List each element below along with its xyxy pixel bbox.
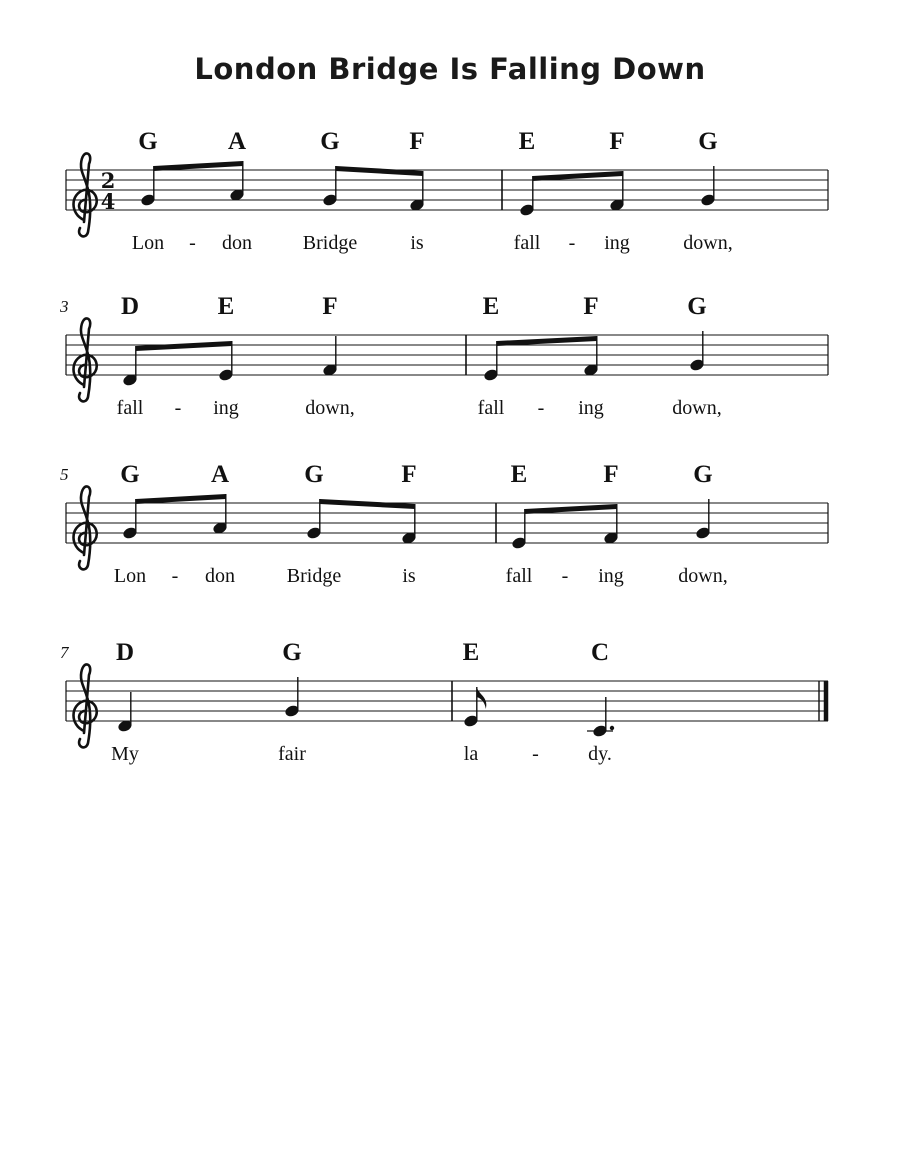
eighth-flag (477, 687, 487, 709)
treble-clef-icon (74, 486, 97, 569)
lyric-syllable: fall (116, 397, 144, 419)
song-title: London Bridge Is Falling Down (194, 52, 706, 86)
lyric-syllable: Lon (113, 565, 147, 587)
lyric-syllable: My (111, 743, 139, 765)
lyric-syllable: fall (505, 565, 533, 587)
note-name: G (320, 128, 340, 155)
note-name: G (687, 293, 707, 320)
lyric-syllable: is (402, 565, 416, 587)
lyric-hyphen: - (561, 565, 569, 587)
treble-clef-icon (74, 664, 97, 747)
lyric-syllable: Bridge (302, 232, 358, 254)
note-name: E (217, 293, 235, 320)
treble-clef-icon (74, 153, 97, 236)
lyric-syllable: ing (213, 397, 239, 419)
measure-number: 3 (60, 297, 69, 316)
lyric-syllable: ing (598, 565, 624, 587)
note-name: G (698, 128, 718, 155)
beam (336, 166, 423, 176)
lyric-hyphen: - (537, 397, 545, 419)
lyric-syllable: down, (678, 565, 728, 587)
lyric-syllable: ing (578, 397, 604, 419)
note-name: G (282, 639, 302, 666)
beam (136, 341, 232, 351)
note-name: D (115, 639, 135, 666)
lyric-syllable: down, (683, 232, 733, 254)
note-name: A (210, 461, 230, 488)
lyric-syllable: dy. (588, 743, 612, 765)
lyric-syllable: Bridge (286, 565, 342, 587)
lyric-hyphen: - (189, 232, 196, 254)
lyric-syllable: down, (305, 397, 355, 419)
lyric-syllable: fall (513, 232, 541, 254)
note-name: F (603, 461, 619, 488)
augmentation-dot (610, 726, 614, 730)
lyric-syllable: fair (278, 743, 306, 765)
note-name: E (482, 293, 500, 320)
note-name: G (120, 461, 140, 488)
lyric-hyphen: - (171, 565, 179, 587)
treble-clef-icon (74, 318, 97, 401)
lyric-syllable: la (463, 743, 479, 765)
lyric-syllable: down, (672, 397, 722, 419)
lyric-hyphen: - (532, 743, 539, 765)
measure-number: 7 (60, 643, 69, 662)
note-name: E (510, 461, 528, 488)
note-name: A (227, 128, 247, 155)
lyric-syllable: fall (477, 397, 505, 419)
lyric-syllable: ing (604, 232, 630, 254)
note-name: F (401, 461, 417, 488)
note-name: G (138, 128, 158, 155)
note-name: C (590, 639, 610, 666)
lyric-syllable: don (205, 565, 235, 587)
note-name: E (462, 639, 480, 666)
note-name: E (518, 128, 536, 155)
note-name: F (322, 293, 338, 320)
lyric-syllable: is (410, 232, 424, 254)
lyric-hyphen: - (568, 232, 576, 254)
note-name: G (693, 461, 713, 488)
note-name: F (609, 128, 625, 155)
lyric-syllable: Lon (131, 232, 165, 254)
lyric-syllable: don (222, 232, 252, 254)
note-name: F (409, 128, 425, 155)
beam (320, 499, 415, 509)
note-name: G (304, 461, 324, 488)
measure-number: 5 (60, 465, 69, 484)
note-name: F (583, 293, 599, 320)
time-signature-bottom: 4 (100, 189, 116, 214)
lyric-hyphen: - (174, 397, 182, 419)
note-name: D (120, 293, 140, 320)
time-signature-top: 2 (100, 168, 116, 193)
